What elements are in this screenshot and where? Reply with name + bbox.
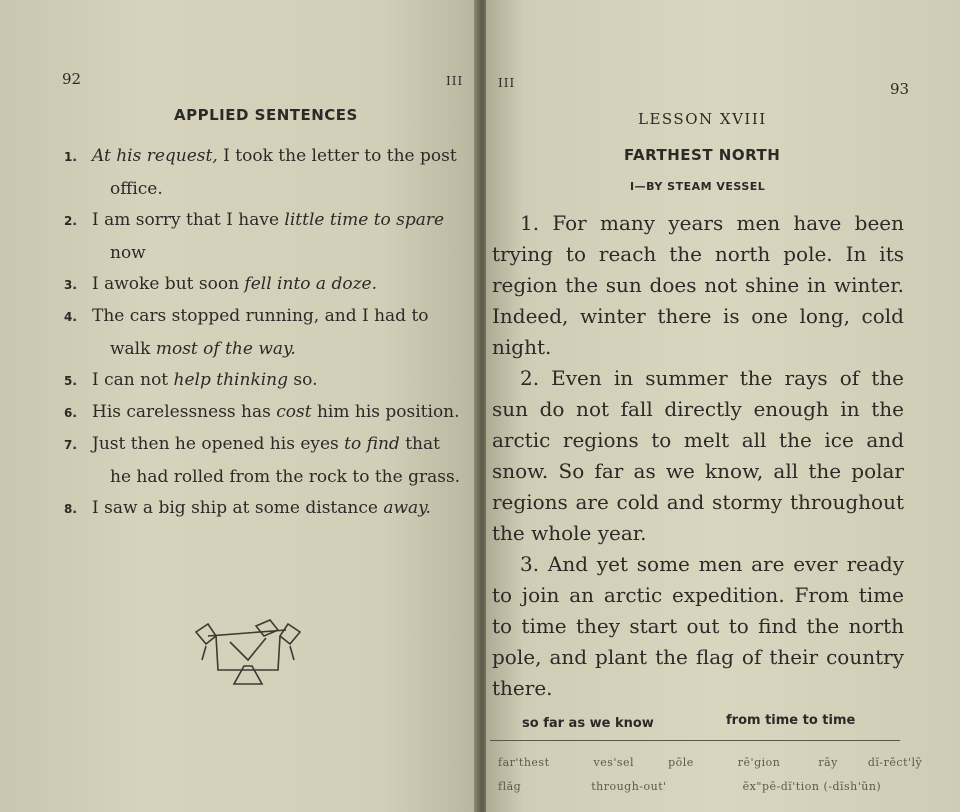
pronunciation-word: rāy (818, 756, 838, 769)
right-page (486, 0, 960, 812)
paragraph-3: 3. And yet some men are ever ready to join an arctic expedition. From time to time they start out to find the north pole, and plant the flag of their country there. (492, 552, 904, 700)
sentence-item (64, 428, 460, 493)
sentence-text: office. (110, 179, 163, 199)
sentence-line-continued (64, 461, 460, 493)
sentence-item (64, 364, 317, 397)
pronunciation-word: ves'sel (593, 756, 635, 769)
sentence-item (64, 268, 377, 301)
applied-phrase: At his request, (92, 146, 218, 166)
phrase-2: from time to time (726, 713, 856, 728)
lesson-text (492, 208, 904, 704)
sentence-line-continued (64, 173, 457, 205)
divider-rule (490, 740, 900, 741)
pronunciation-word: pōle (668, 756, 694, 769)
sentence-number: 6. (64, 406, 77, 420)
sentence-number: 2. (64, 214, 77, 228)
pronunciation-word: rē'gion (737, 756, 781, 769)
sentence-line-continued (64, 237, 444, 269)
pronunciation-row-2 (498, 780, 881, 793)
sentence-line (64, 140, 457, 173)
sentence-text: I am sorry that I have (92, 210, 285, 230)
sentence-number: 4. (64, 310, 77, 324)
sentence-line (64, 396, 460, 429)
lesson-subtitle: I—BY STEAM VESSEL (630, 180, 766, 193)
sentence-text: I took the letter to the post (217, 146, 457, 166)
paragraph-1: 1. For many years men have been trying to reach the north pole. In its region the sun does not shine in winter. Indeed, winter there is one long, cold night. (492, 211, 904, 359)
paragraph-2: 2. Even in summer the rays of the sun do not fall directly enough in the arctic regions to melt all the ice and snow. So far as we know, all the polar regions are cold and stormy throughout the whole year. (492, 366, 904, 545)
sentence-number: 1. (64, 150, 77, 164)
lesson-title: FARTHEST NORTH (624, 146, 781, 164)
sentence-line (64, 300, 429, 333)
sentence-line (64, 428, 460, 461)
sentence-line (64, 364, 317, 397)
sentence-text: His carelessness has (92, 402, 277, 422)
applied-phrase: away. (383, 498, 431, 518)
sentence-item (64, 300, 429, 365)
applied-phrase: cost (276, 402, 312, 422)
sentence-text: I can not (92, 370, 174, 390)
applied-phrase: fell into a doze. (244, 274, 377, 294)
sentence-text: that (399, 434, 440, 454)
sentence-text: I saw a big ship at some distance (92, 498, 384, 518)
sentence-item (64, 140, 457, 205)
sentence-text: he had rolled from the rock to the grass. (110, 467, 461, 487)
left-page (0, 0, 478, 812)
pronunciation-word: ĕx"pē-dĭ'tion (-dĭsh'ŭn) (742, 780, 882, 793)
sentence-text: Just then he opened his eyes (92, 434, 345, 454)
lesson-heading: LESSON XVIII (638, 110, 767, 128)
pronunciation-word: dĭ-rĕct'lȳ (867, 756, 923, 769)
sentence-number: 7. (64, 438, 77, 452)
sentence-item (64, 492, 431, 525)
sentence-text: walk (110, 339, 156, 359)
sentence-item (64, 396, 460, 429)
applied-phrase: little time to spare (284, 210, 445, 230)
sentence-item (64, 204, 444, 269)
running-head-left: III (446, 74, 464, 88)
sentence-number: 8. (64, 502, 77, 516)
sentence-number: 5. (64, 374, 77, 388)
sentence-line (64, 268, 377, 301)
sentence-text: The cars stopped running, and I had to (92, 306, 429, 326)
applied-phrase: most of the way. (155, 339, 296, 359)
pronunciation-word: flăg (498, 780, 522, 793)
sentence-line-continued (64, 333, 429, 365)
pronunciation-word: through-out' (591, 780, 667, 793)
sentence-text: now (110, 243, 146, 263)
sentence-line (64, 492, 431, 525)
book-ornament-illustration (186, 612, 310, 692)
pronunciation-row-1 (498, 756, 922, 769)
pronunciation-word: far'thest (498, 756, 550, 769)
running-head-right: III (498, 76, 516, 90)
phrase-1: so far as we know (522, 716, 654, 731)
applied-phrase: help thinking (173, 370, 289, 390)
page-number-right: 93 (890, 80, 910, 98)
sentence-line (64, 204, 444, 237)
page-title-left: APPLIED SENTENCES (174, 106, 358, 124)
sentence-text: him his position. (311, 402, 460, 422)
sentence-text: I awoke but soon (92, 274, 245, 294)
sentence-text: so. (288, 370, 318, 390)
sentence-number: 3. (64, 278, 77, 292)
applied-phrase: to find (344, 434, 400, 454)
page-number-left: 92 (62, 70, 82, 88)
